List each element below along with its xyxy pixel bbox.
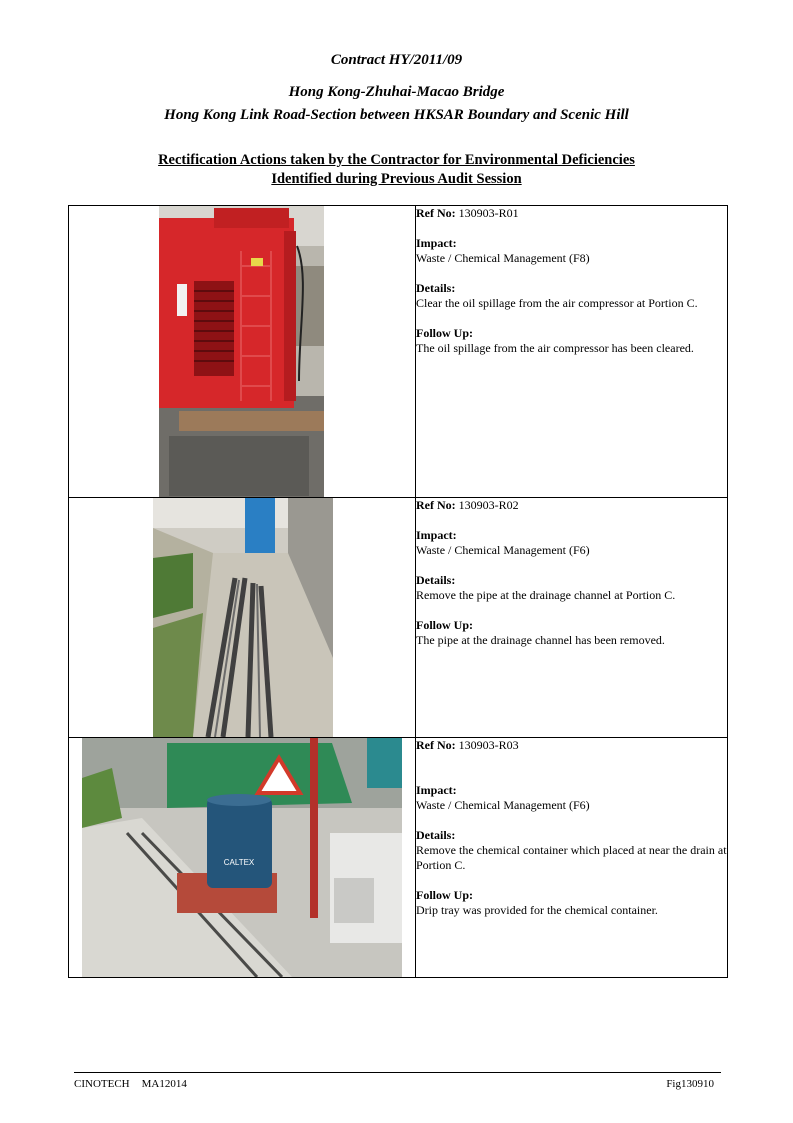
impact-value: Waste / Chemical Management (F6) (416, 798, 590, 812)
air-compressor-photo (159, 206, 324, 497)
drainage-pipe-photo (153, 498, 333, 737)
ref-label: Ref No: (416, 498, 456, 512)
impact-label: Impact: (416, 236, 457, 250)
photo-cell (69, 738, 416, 978)
ref-number: 130903-R03 (458, 738, 519, 752)
footer-left (74, 1078, 199, 1090)
followup-value: The oil spillage from the air compressor has been cleared. (416, 341, 694, 355)
footer-company: CINOTECH (74, 1078, 130, 1090)
drum-brand-label: CALTEX (223, 858, 255, 867)
ref-label: Ref No: (416, 206, 456, 220)
page-title-line1: Rectification Actions taken by the Contractor for Environmental Deficiencies (158, 152, 635, 168)
impact-label: Impact: (416, 783, 457, 797)
details-label: Details: (416, 828, 456, 842)
photo-cell (69, 498, 416, 738)
ref-label: Ref No: (416, 738, 456, 752)
details-value: Remove the pipe at the drainage channel at Portion C. (416, 588, 676, 602)
footer-divider (74, 1072, 721, 1073)
record-details-cell (416, 206, 728, 498)
impact-value: Waste / Chemical Management (F6) (416, 543, 590, 557)
table-row (69, 206, 728, 498)
details-value: Remove the chemical container which placed at near the drain at Portion C. (416, 843, 727, 872)
ref-number: 130903-R02 (458, 498, 519, 512)
followup-label: Follow Up: (416, 618, 473, 632)
followup-label: Follow Up: (416, 888, 473, 902)
details-value: Clear the oil spillage from the air compressor at Portion C. (416, 296, 698, 310)
impact-value: Waste / Chemical Management (F8) (416, 251, 590, 265)
record-details-cell (416, 738, 728, 978)
project-name: Hong Kong-Zhuhai-Macao Bridge (288, 84, 505, 100)
details-label: Details: (416, 281, 456, 295)
footer-doc-number: MA12014 (141, 1078, 187, 1090)
chemical-drum-photo (82, 738, 402, 977)
followup-label: Follow Up: (416, 326, 473, 340)
details-label: Details: (416, 573, 456, 587)
photo-cell (69, 206, 416, 498)
rectification-table (68, 205, 728, 978)
followup-value: Drip tray was provided for the chemical container. (416, 903, 658, 917)
ref-number: 130903-R01 (458, 206, 519, 220)
table-row (69, 738, 728, 978)
footer-figure-number: Fig130910 (666, 1078, 714, 1090)
project-section: Hong Kong Link Road-Section between HKSAR Boundary and Scenic Hill (164, 107, 629, 123)
page-title-line2: Identified during Previous Audit Session (271, 171, 522, 187)
table-row (69, 498, 728, 738)
followup-value: The pipe at the drainage channel has been removed. (416, 633, 665, 647)
record-details-cell (416, 498, 728, 738)
impact-label: Impact: (416, 528, 457, 542)
contract-number: Contract HY/2011/09 (330, 52, 463, 68)
